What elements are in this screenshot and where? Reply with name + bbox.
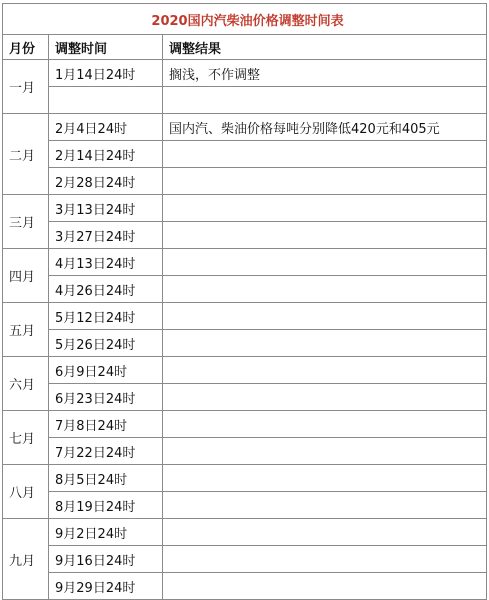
month-cell: 三月 — [3, 195, 49, 249]
result-cell — [163, 87, 487, 114]
result-cell — [163, 195, 487, 222]
table-row — [3, 276, 487, 303]
header-month: 月份 — [3, 35, 49, 60]
month-cell: 一月 — [3, 60, 49, 114]
result-cell — [163, 222, 487, 249]
table-row — [3, 519, 487, 546]
result-cell — [163, 168, 487, 195]
header-time: 调整时间 — [49, 35, 163, 60]
table-row — [3, 546, 487, 573]
header-row — [3, 35, 487, 60]
result-cell — [163, 249, 487, 276]
time-cell: 7月22日24时 — [49, 438, 163, 465]
time-cell: 5月12日24时 — [49, 303, 163, 330]
time-cell: 3月13日24时 — [49, 195, 163, 222]
time-cell: 4月13日24时 — [49, 249, 163, 276]
table-row — [3, 357, 487, 384]
result-cell: 搁浅，不作调整 — [163, 60, 487, 87]
table-row — [3, 87, 487, 114]
result-cell: 国内汽、柴油价格每吨分别降低420元和405元 — [163, 114, 487, 141]
month-cell: 八月 — [3, 465, 49, 519]
time-cell — [49, 87, 163, 114]
price-adjustment-table — [2, 3, 487, 600]
result-cell — [163, 141, 487, 168]
result-cell — [163, 573, 487, 600]
table-row — [3, 168, 487, 195]
month-cell: 四月 — [3, 249, 49, 303]
time-cell: 2月4日24时 — [49, 114, 163, 141]
table-row — [3, 249, 487, 276]
time-cell: 2月14日24时 — [49, 141, 163, 168]
time-cell: 9月29日24时 — [49, 573, 163, 600]
result-cell — [163, 546, 487, 573]
table-row — [3, 465, 487, 492]
table-row — [3, 438, 487, 465]
time-cell: 9月2日24时 — [49, 519, 163, 546]
result-cell — [163, 357, 487, 384]
month-cell: 五月 — [3, 303, 49, 357]
result-cell — [163, 303, 487, 330]
month-cell: 七月 — [3, 411, 49, 465]
table-row — [3, 60, 487, 87]
time-cell: 8月19日24时 — [49, 492, 163, 519]
title-row — [3, 4, 487, 35]
time-cell: 1月14日24时 — [49, 60, 163, 87]
table-title: 2020国内汽柴油价格调整时间表 — [3, 4, 487, 35]
time-cell: 6月9日24时 — [49, 357, 163, 384]
header-result: 调整结果 — [163, 35, 487, 60]
table-row — [3, 384, 487, 411]
table-row — [3, 141, 487, 168]
table-row — [3, 573, 487, 600]
time-cell: 4月26日24时 — [49, 276, 163, 303]
table-row — [3, 222, 487, 249]
result-cell — [163, 492, 487, 519]
table-row — [3, 195, 487, 222]
time-cell: 9月16日24时 — [49, 546, 163, 573]
month-cell: 九月 — [3, 519, 49, 600]
result-cell — [163, 330, 487, 357]
result-cell — [163, 384, 487, 411]
table-row — [3, 114, 487, 141]
result-cell — [163, 438, 487, 465]
time-cell: 3月27日24时 — [49, 222, 163, 249]
table-row — [3, 411, 487, 438]
time-cell: 7月8日24时 — [49, 411, 163, 438]
result-cell — [163, 519, 487, 546]
result-cell — [163, 276, 487, 303]
time-cell: 6月23日24时 — [49, 384, 163, 411]
result-cell — [163, 465, 487, 492]
time-cell: 2月28日24时 — [49, 168, 163, 195]
table-row — [3, 330, 487, 357]
month-cell: 二月 — [3, 114, 49, 195]
table-row — [3, 492, 487, 519]
time-cell: 8月5日24时 — [49, 465, 163, 492]
result-cell — [163, 411, 487, 438]
table-row — [3, 303, 487, 330]
month-cell: 六月 — [3, 357, 49, 411]
time-cell: 5月26日24时 — [49, 330, 163, 357]
